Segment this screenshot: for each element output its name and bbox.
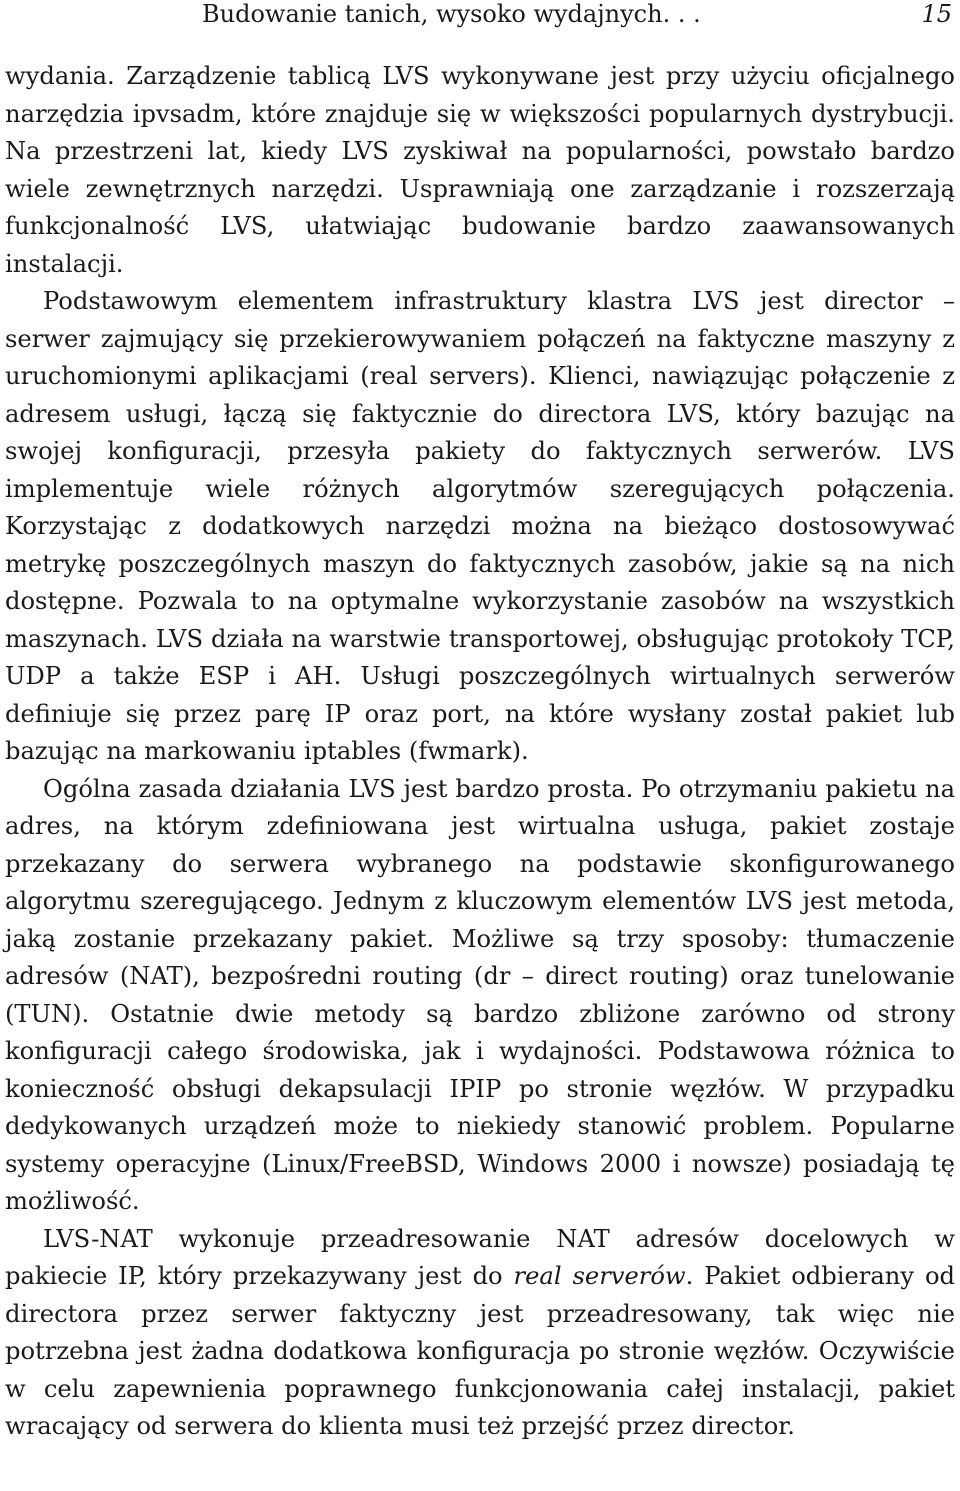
paragraph-3: Ogólna zasada działania LVS jest bardzo prosta. Po otrzymaniu pakietu na adres, na którym zdefiniowana jest wirtualna usługa, pakiet zostaje przekazany do serwera wybranego na podstawie skonfigurowanego algorytmu szeregującego. Jednym z kluczowym elementów LVS jest metoda, jaką zostanie przekazany pakiet. Możliwe są trzy sposoby: tłumaczenie adresów (NAT), bezpośredni routing (dr – direct routing) oraz tunelowanie (TUN). Ostatnie dwie metody są bardzo zbliżone zarówno od strony konfiguracji całego środowiska, jak i wydajności. Podstawowa różnica to konieczność obsługi dekapsulacji IPIP po stronie węzłów. W przypadku dedykowanych urządzeń może to niekiedy stanowić problem. Popularne systemy operacyjne (Linux/FreeBSD, Windows 2000 i nowsze) posiadają tę możliwość. bbox=[5, 774, 955, 1215]
real-servers-emphasis: real serverów bbox=[513, 1262, 686, 1290]
paragraph-4 bbox=[5, 1221, 955, 1446]
paragraph-4-text-start: LVS-NAT wykonuje przeadresowanie NAT adresów docelowych w pakiecie IP, który przekazywany jest do bbox=[5, 1224, 955, 1290]
paragraph-2: Podstawowym elementem infrastruktury klastra LVS jest director – serwer zajmujący się przekierowywaniem połączeń na faktyczne maszyny z uruchomionymi aplikacjami (real servers). Klienci, nawiązując połączenie z adresem usługi, łączą się faktycznie do directora LVS, który bazując na swojej konfiguracji, przesyła pakiety do faktycznych serwerów. LVS implementuje wiele różnych algorytmów szeregujących połączenia. Korzystając z dodatkowych narzędzi można na bieżąco dostosowywać metrykę poszczególnych maszyn do faktycznych zasobów, jakie są na nich dostępne. Pozwala to na optymalne wykorzystanie zasobów na wszystkich maszynach. LVS działa na warstwie transportowej, obsługując protokoły TCP, UDP a także ESP i AH. Usługi poszczególnych wirtualnych serwerów definiuje się przez parę IP oraz port, na które wysłany został pakiet lub bazując na markowaniu iptables (fwmark). bbox=[5, 287, 955, 765]
body-text bbox=[5, 58, 955, 1446]
running-header bbox=[0, 0, 960, 28]
running-title: Budowanie tanich, wysoko wydajnych. . . bbox=[202, 0, 701, 28]
paragraph-4-text-end: . Pakiet odbierany od directora przez serwer faktyczny jest przeadresowany, tak więc nie potrzebna jest żadna dodatkowa konfiguracja po stronie węzłów. Oczywiście w celu zapewnienia poprawnego funkcjonowania całej instalacji, pakiet wracający od serwera do klienta musi też przejść przez director. bbox=[5, 1262, 956, 1440]
page-number: 15 bbox=[921, 0, 952, 28]
paragraph-1: wydania. Zarządzenie tablicą LVS wykonywane jest przy użyciu oficjalnego narzędzia ipvsadm, które znajduje się w większości popularnych dystrybucji. Na przestrzeni lat, kiedy LVS zyskiwał na popularności, powstało bardzo wiele zewnętrznych narzędzi. Usprawniają one zarządzanie i rozszerzają funkcjonalność LVS, ułatwiając budowanie bardzo zaawansowanych instalacji. bbox=[5, 62, 955, 278]
